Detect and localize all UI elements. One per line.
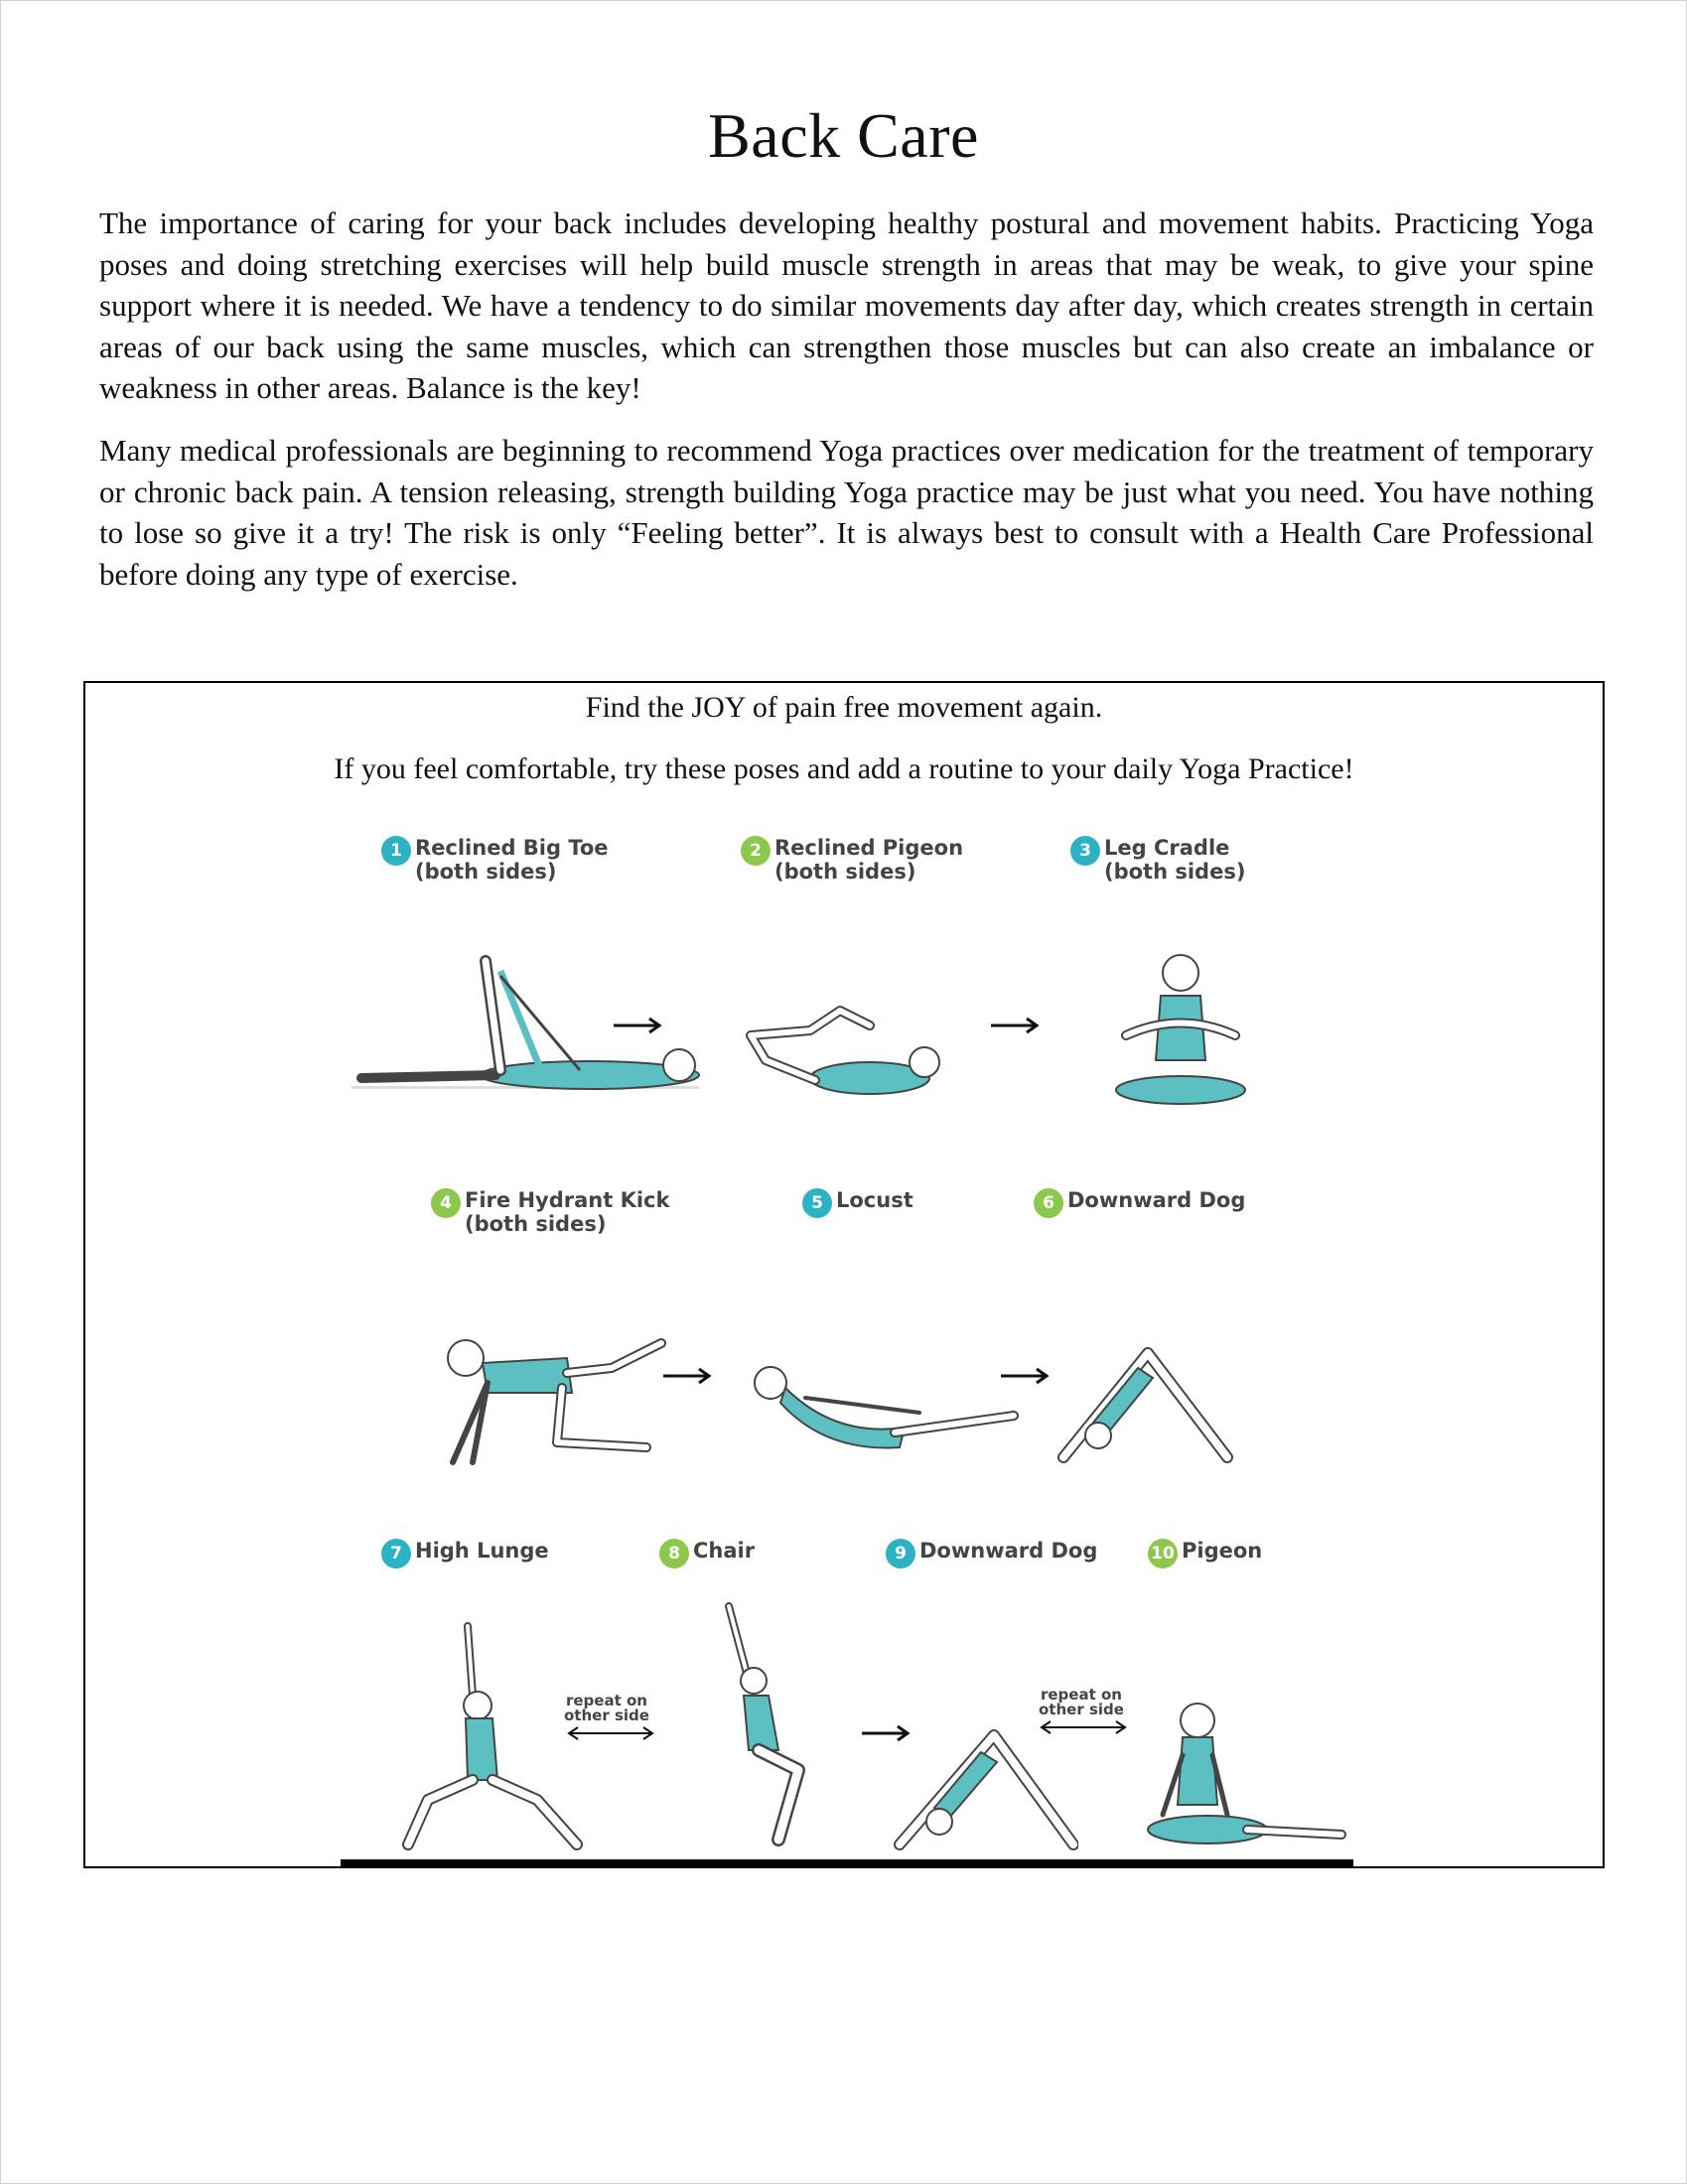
repeat-label — [564, 1694, 649, 1723]
box-heading: Find the JOY of pain free movement again. — [585, 691, 1103, 724]
advice-paragraph: Many medical professionals are beginning to recommend Yoga practices over medication for the treatment of temporary or chronic back pain. A tension releasing, strength building Yoga practice may be just what you need. You have nothing to lose so give it a try! The risk is only “Feeling better”. It is always best to consult with a Health Care Professional before doing any type of exercise. — [99, 433, 1594, 592]
pose-note: (both sides) — [465, 1212, 607, 1236]
pose-label-3 — [1070, 836, 1245, 884]
double-arrow-icon — [566, 1725, 655, 1741]
arrow-icon — [612, 1016, 663, 1035]
chair-figure — [709, 1601, 818, 1854]
pose-label-5 — [802, 1188, 914, 1218]
pose-label-8 — [659, 1539, 755, 1569]
pose-number-badge: 9 — [886, 1539, 915, 1569]
page-title: Back Care — [708, 100, 979, 171]
pigeon-figure — [1138, 1696, 1346, 1854]
pose-number-badge: 8 — [659, 1539, 689, 1569]
repeat-line: repeat on — [1040, 1686, 1122, 1704]
pose-name: Pigeon — [1182, 1539, 1263, 1563]
pose-number-badge: 6 — [1034, 1188, 1063, 1218]
intro-paragraph: The importance of caring for your back includes developing healthy postural and movement habits. Practicing Yoga poses and doing stretching exercises will help build muscle strength in areas that may be weak, to give your spine support where it is needed. We have a tendency to do similar movements day after day, which creates strength in certain areas of our back using the same muscles, which can strengthen those muscles but can also create an imbalance or weakness in other areas. Balance is the key! — [99, 205, 1594, 405]
leg-cradle-figure — [1106, 951, 1255, 1115]
pose-name: High Lunge — [415, 1539, 549, 1563]
repeat-line: other side — [1039, 1701, 1124, 1718]
pose-label-2 — [741, 836, 963, 884]
pose-number-badge: 5 — [802, 1188, 832, 1218]
pose-name: Reclined Big Toe — [415, 836, 609, 860]
pose-name: Locust — [836, 1188, 914, 1212]
pose-number-badge: 4 — [431, 1188, 461, 1218]
yoga-poses-box — [83, 681, 1605, 1868]
arrow-icon — [661, 1366, 713, 1386]
fire-hydrant-kick-figure — [438, 1323, 671, 1472]
pose-note: (both sides) — [774, 860, 916, 884]
pose-name: Chair — [693, 1539, 756, 1563]
pose-label-7 — [381, 1539, 549, 1569]
pose-number-badge: 7 — [381, 1539, 411, 1569]
locust-figure — [746, 1358, 1024, 1457]
arrow-icon — [999, 1366, 1051, 1386]
repeat-label — [1039, 1688, 1124, 1717]
repeat-line: other side — [564, 1706, 649, 1724]
repeat-line: repeat on — [565, 1692, 647, 1709]
box-subheading: If you feel comfortable, try these poses and add a routine to your daily Yoga Practice! — [334, 752, 1354, 785]
pose-note: (both sides) — [1104, 860, 1246, 884]
double-arrow-icon — [1039, 1719, 1128, 1735]
floor-line — [341, 1859, 1353, 1867]
pose-number-badge: 3 — [1070, 836, 1100, 866]
pose-label-6 — [1034, 1188, 1245, 1218]
pose-number-badge: 10 — [1148, 1539, 1178, 1569]
pose-label-4 — [431, 1188, 669, 1236]
pose-label-9 — [886, 1539, 1097, 1569]
high-lunge-figure — [398, 1621, 587, 1854]
pose-number-badge: 1 — [381, 836, 411, 866]
pose-name: Leg Cradle — [1104, 836, 1230, 860]
pose-label-10 — [1148, 1539, 1262, 1569]
pose-number-badge: 2 — [741, 836, 771, 866]
downward-dog-figure — [1054, 1338, 1237, 1467]
pose-name: Fire Hydrant Kick — [465, 1188, 670, 1212]
pose-name: Downward Dog — [1067, 1188, 1246, 1212]
pose-name: Reclined Pigeon — [774, 836, 964, 860]
pose-name: Downward Dog — [919, 1539, 1098, 1563]
downward-dog-figure-2 — [890, 1720, 1078, 1854]
pose-note: (both sides) — [415, 860, 557, 884]
reclined-pigeon-figure — [721, 971, 949, 1100]
pose-label-1 — [381, 836, 609, 884]
arrow-icon — [989, 1016, 1041, 1035]
